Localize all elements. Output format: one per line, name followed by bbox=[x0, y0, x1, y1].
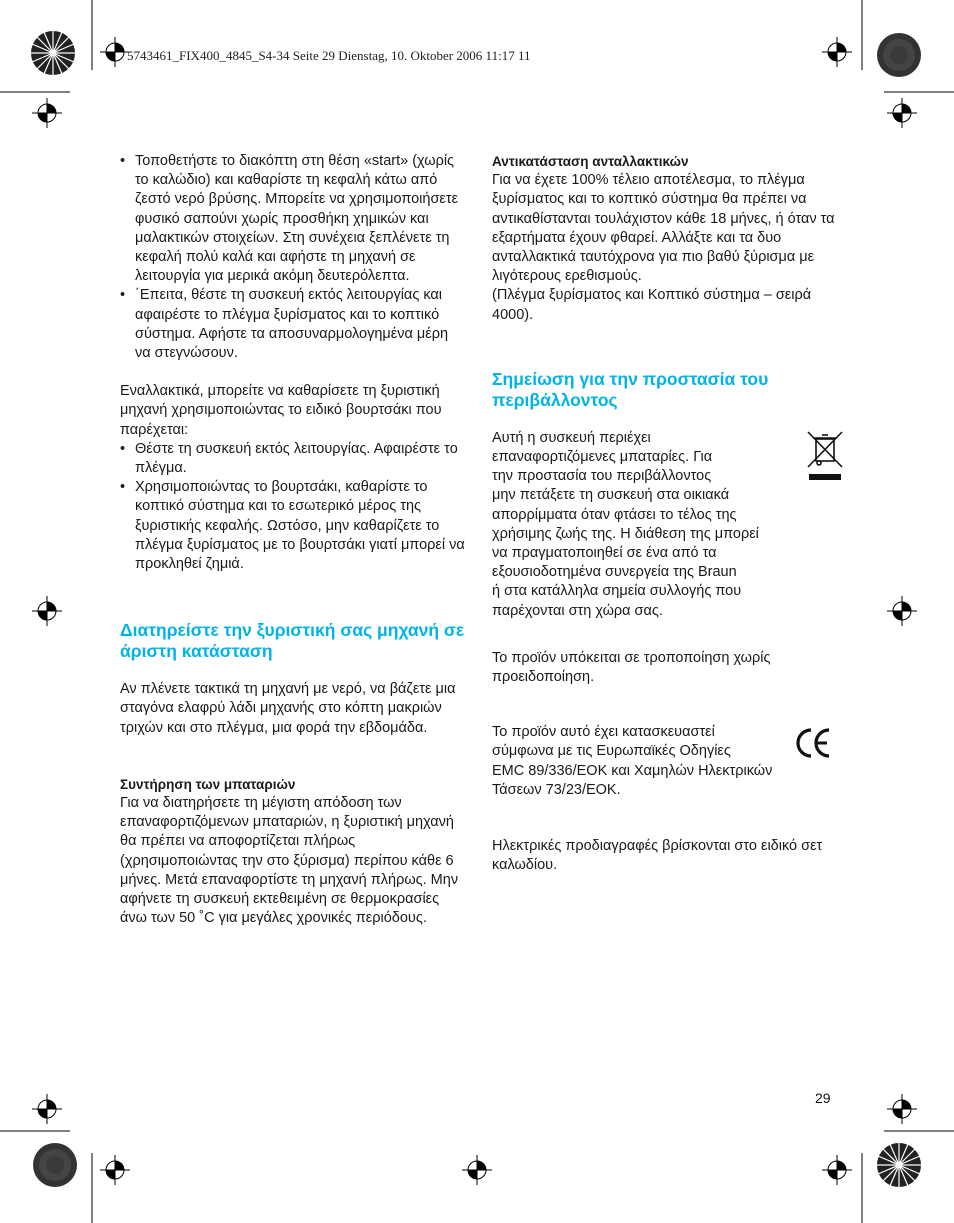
env-line: Αυτή η συσκευή περιέχει bbox=[492, 429, 651, 446]
env-line: απορρίμματα όταν φτάσει το τέλος της bbox=[492, 506, 737, 523]
brush-cleaning-list bbox=[120, 440, 465, 574]
page-number: 29 bbox=[815, 1090, 831, 1106]
oil-instructions: Αν πλένετε τακτικά τη μηχανή με νερό, να βάζετε μια σταγόνα ελαφρύ λάδι μηχανής στο κόπτη μακριών τριχών και στο πλέγμα, μια φορά την εβδομάδα. bbox=[120, 681, 456, 736]
battery-heading: Συντήρηση των μπαταριών bbox=[120, 776, 296, 792]
list-item: • ΄Επειτα, θέστε τη συσκευή εκτός λειτουργίας και αφαιρέστε το πλέγμα ξυρίσματος και το κοπτικό σύστημα. Αφήστε τα αποσυναρμολογημένα μέρη να στεγνώσουν. bbox=[120, 286, 465, 363]
env-line: εξουσιοδοτημένα συνεργεία της Braun bbox=[492, 564, 737, 581]
registration-mark-icon bbox=[32, 98, 62, 128]
ce-line: σύμφωνα με τις Ευρωπαϊκές Οδηγίες bbox=[492, 743, 731, 760]
ce-mark-icon bbox=[795, 725, 833, 761]
registration-mark-icon bbox=[462, 1155, 492, 1185]
print-slug-line: 5743461_FIX400_4845_S4-34 Seite 29 Dienstag, 10. Oktober 2006 11:17 11 bbox=[127, 48, 531, 63]
registration-mark-icon bbox=[822, 1155, 852, 1185]
env-line: ή στα κατάλληλα σημεία συλλογής που bbox=[492, 583, 742, 600]
parts-text: Για να έχετε 100% τέλειο αποτέλεσμα, το πλέγμα ξυρίσματος και το κοπτικό σύστημα θα πρέπει να αντικαθίστανται τουλάχιστον κάθε 18 μήνες, ή όταν τα εξαρτήματα έχουν φθαρεί. Αλλάξτε και τα δυο ανταλλακτικά ταυτόχρονα για πιο βαθύ ξύρισμα με λιγότερους ερεθισμούς. bbox=[492, 172, 835, 285]
registration-mark-icon bbox=[887, 1094, 917, 1124]
right-column bbox=[492, 152, 837, 875]
ce-line: EMC 89/336/ΕΟΚ και Χαμηλών Ηλεκτρικών bbox=[492, 762, 773, 779]
section-heading-environment: Σημείωση για την προστασία του περιβάλλοντος bbox=[492, 368, 769, 410]
env-line: χρήσιμης ζωής της. Η διάθεση της μπορεί bbox=[492, 525, 759, 542]
list-item: • Τοποθετήστε το διακόπτη στη θέση «start» (χωρίς το καλώδιο) και καθαρίστε τη κεφαλή κάτω από ζεστό νερό βρύσης. Μπορείτε να χρησιμοποιήσετε φυσικό σαπούνι χωρίς προσθήκη χημικών και μαλακτικών στοιχείων. Στη συνέχεια ξεπλένετε τη κεφαλή πολύ καλά και αφήστε τη μηχανή σε λειτουργία για μερικά ακόμη δευτερόλεπτα. bbox=[120, 152, 465, 286]
print-color-wheel-icon bbox=[30, 30, 76, 76]
ce-block bbox=[492, 723, 837, 800]
crossed-out-wheelie-bin-icon bbox=[805, 429, 845, 487]
env-line: επαναφορτιζόμενες μπαταρίες. Για bbox=[492, 449, 713, 466]
parts-heading: Αντικατάσταση ανταλλακτικών bbox=[492, 154, 689, 169]
environment-block bbox=[492, 429, 837, 621]
alternative-cleaning-intro: Εναλλακτικά, μπορείτε να καθαρίσετε τη ξυριστική μηχανή χρησιμοποιώντας το ειδικό βουρτσάκι που παρέχεται: bbox=[120, 383, 442, 438]
section-heading-condition: Διατηρείστε την ξυριστική σας μηχανή σε άριστη κατάσταση bbox=[120, 620, 465, 662]
env-line: μην πετάξετε τη συσκευή στα οικιακά bbox=[492, 487, 730, 504]
print-color-wheel-icon bbox=[876, 1142, 922, 1188]
registration-mark-icon bbox=[822, 37, 852, 67]
battery-text: Για να διατηρήσετε τη μέγιστη απόδοση των επαναφορτιζόμενων μπαταριών, η ξυριστική μηχανή θα πρέπει να αποφορτίζεται πλήρως (χρησιμοποιώντας την στο ξύρισμα) περίπου κάθε 6 μήνες. Μετά επαναφορτίστε τη μηχανή πλήρως. Μην αφήνετε τη συσκευή εκτεθειμένη σε θερμοκρασίες άνω των 50 ˚C για μεγάλες χρονικές περιόδους. bbox=[120, 795, 459, 927]
list-item: • Θέστε τη συσκευή εκτός λειτουργίας. Αφαιρέστε το πλέγμα. bbox=[120, 440, 465, 478]
left-column bbox=[120, 152, 465, 929]
env-line: παρέχονται στη χώρα σας. bbox=[492, 602, 663, 619]
print-color-wheel-icon bbox=[32, 1142, 78, 1188]
env-line: να πραγματοποιηθεί σε ένα από τα bbox=[492, 545, 717, 562]
registration-mark-icon bbox=[100, 37, 130, 67]
ce-line: Το προϊόν αυτό έχει κατασκευαστεί bbox=[492, 724, 715, 741]
modification-note: Το προϊόν υπόκειται σε τροποποίηση χωρίς προειδοποίηση. bbox=[492, 649, 771, 686]
registration-mark-icon bbox=[887, 596, 917, 626]
ce-line: Τάσεων 73/23/ΕΟΚ. bbox=[492, 781, 621, 798]
print-color-wheel-icon bbox=[876, 32, 922, 78]
registration-mark-icon bbox=[887, 98, 917, 128]
env-line: την προστασία του περιβάλλοντος bbox=[492, 468, 712, 485]
electrical-specs-note: Ηλεκτρικές προδιαγραφές βρίσκονται στο ειδικό σετ καλωδίου. bbox=[492, 838, 823, 874]
parts-note: (Πλέγμα ξυρίσματος και Κοπτικό σύστημα – σειρά 4000). bbox=[492, 287, 812, 323]
registration-mark-icon bbox=[100, 1155, 130, 1185]
list-item: • Χρησιμοποιώντας το βουρτσάκι, καθαρίστε το κοπτικό σύστημα και το εσωτερικό μέρος της ξυριστικής κεφαλής. Ωστόσο, μην καθαρίζετε το πλέγμα ξυρίσματος με το βουρτσάκι γιατί μπορεί να προκληθεί ζημιά. bbox=[120, 478, 465, 574]
registration-mark-icon bbox=[32, 596, 62, 626]
cleaning-steps-list bbox=[120, 152, 465, 363]
registration-mark-icon bbox=[32, 1094, 62, 1124]
